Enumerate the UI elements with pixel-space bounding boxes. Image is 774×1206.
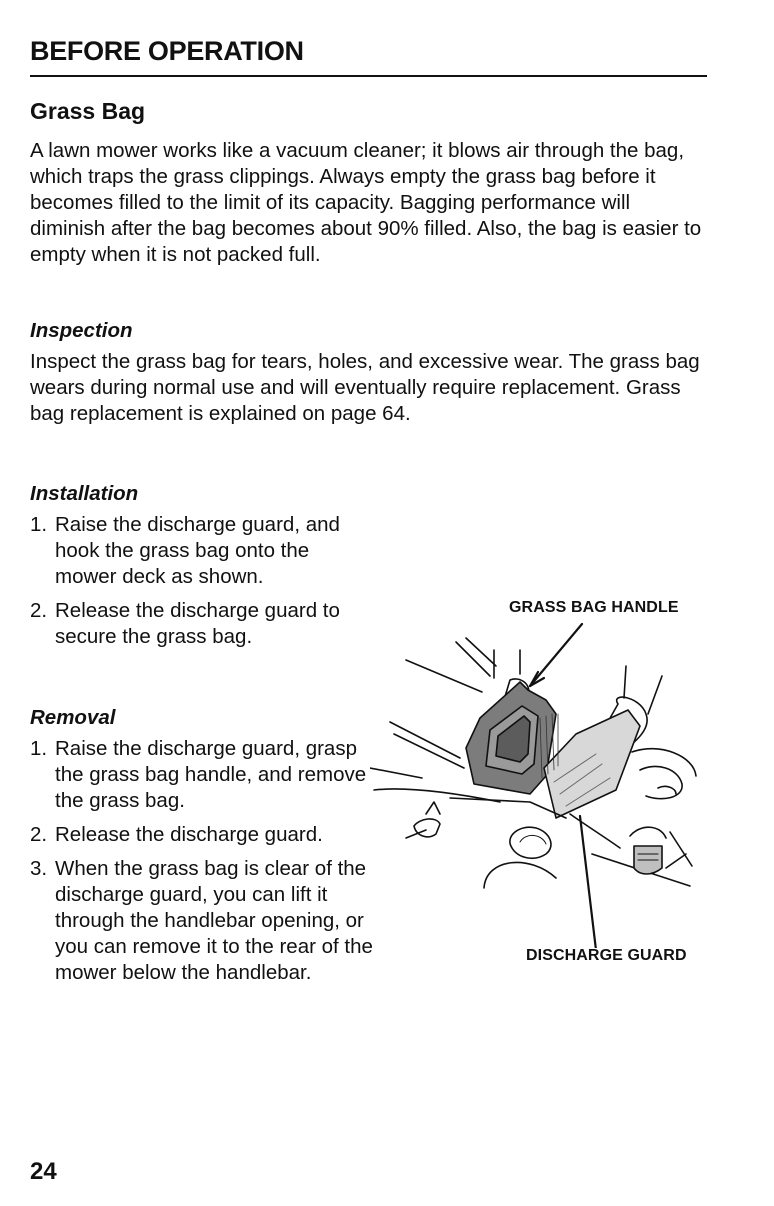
page-number: 24 — [30, 1158, 57, 1185]
removal-heading: Removal — [30, 706, 116, 729]
step-text: Release the discharge guard. — [55, 823, 323, 846]
intro-paragraph: A lawn mower works like a vacuum cleaner; it blows air through the bag, which traps the grass clippings. Always empty the grass bag before it becomes filled to the limit of its capacity. Bagging performance will diminish after the bag becomes about 90% filled. Also, the bag is easier to empty when it is not packed full. — [30, 139, 702, 266]
step-number: 1. — [30, 737, 48, 760]
removal-steps — [30, 736, 375, 994]
step-number: 1. — [30, 513, 48, 536]
step-number: 3. — [30, 857, 48, 880]
figure-label-grass-bag-handle: GRASS BAG HANDLE — [509, 599, 679, 616]
engine-cap — [630, 827, 666, 838]
arrow-detail — [414, 819, 440, 837]
list-item — [30, 512, 375, 590]
inspection-heading: Inspection — [30, 319, 133, 342]
step-text: Raise the discharge guard, and hook the grass bag onto the mower deck as shown. — [55, 513, 340, 588]
list-item — [30, 736, 375, 814]
discharge-guard — [544, 710, 640, 818]
section-title: Grass Bag — [30, 98, 146, 124]
leader-line-handle — [530, 624, 582, 686]
mower-grass-bag-illustration — [370, 618, 700, 948]
list-item — [30, 856, 375, 986]
figure-label-discharge-guard: DISCHARGE GUARD — [526, 947, 687, 964]
handlebar-line — [406, 660, 482, 692]
header-rule — [30, 75, 707, 77]
page-header-title: BEFORE OPERATION — [30, 36, 304, 66]
list-item — [30, 598, 375, 650]
wheel-knob — [510, 827, 551, 858]
list-item — [30, 822, 375, 848]
installation-steps — [30, 512, 375, 658]
step-number: 2. — [30, 599, 48, 622]
step-text: Release the discharge guard to secure the grass bag. — [55, 599, 340, 648]
installation-heading: Installation — [30, 482, 139, 505]
leader-line-discharge — [580, 816, 596, 948]
step-text: When the grass bag is clear of the discharge guard, you can lift it through the handlebar opening, or you can remove it to the rear of the mower below the handlebar. — [55, 857, 373, 984]
step-number: 2. — [30, 823, 48, 846]
inspection-paragraph: Inspect the grass bag for tears, holes, and excessive wear. The grass bag wears during normal use and will eventually require replacement. Grass bag replacement is explained on page 64. — [30, 350, 700, 425]
step-text: Raise the discharge guard, grasp the grass bag handle, and remove the grass bag. — [55, 737, 367, 812]
